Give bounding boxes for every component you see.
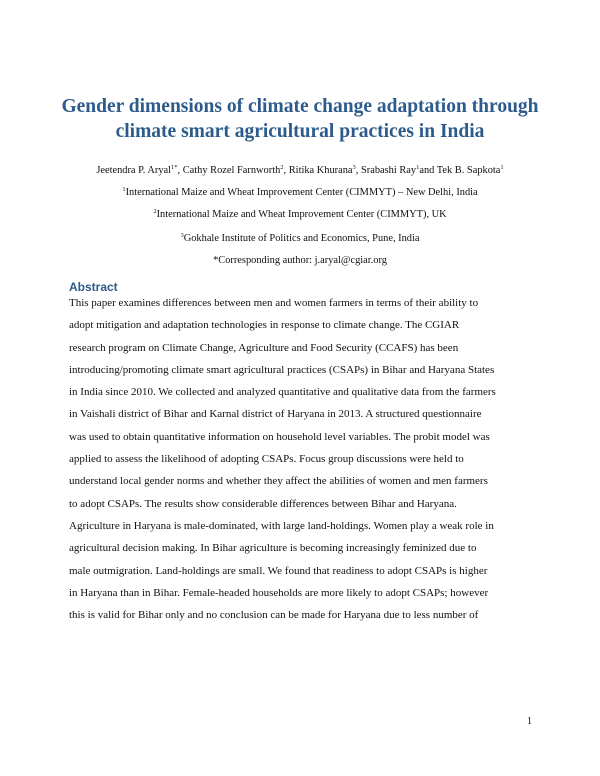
abstract-line: to adopt CSAPs. The results show considerable differences between Bihar and Haryana. — [69, 497, 457, 510]
affiliation-2 — [40, 208, 560, 222]
page-number: 1 — [527, 716, 532, 727]
author-separator: , — [177, 165, 183, 176]
abstract-line: This paper examines differences between men and women farmers in terms of their ability to — [69, 297, 479, 309]
affiliation-1 — [40, 186, 560, 200]
affiliation-3 — [40, 232, 560, 246]
abstract-line: applied to assess the likelihood of adopting CSAPs. Focus group discussions were held to — [69, 453, 464, 466]
affiliation-mark: 1 — [122, 186, 126, 193]
author-affiliation-mark: 1 — [416, 164, 420, 171]
abstract-heading: Abstract — [69, 280, 118, 294]
affiliation-mark: 3 — [180, 232, 184, 239]
author-separator: and — [419, 165, 437, 176]
abstract-text — [69, 292, 535, 626]
author-affiliation-mark: 2 — [280, 164, 284, 171]
author-name: Ritika Khurana — [288, 165, 353, 176]
author-separator: , — [355, 165, 361, 176]
author-name: Srabashi Ray — [360, 165, 417, 176]
affiliation-text: International Maize and Wheat Improvement Center (CIMMYT) – New Delhi, India — [125, 187, 478, 198]
abstract-line: in Vaishali district of Bihar and Karnal district of Haryana in 2013. A structured questionnaire — [69, 408, 482, 421]
abstract-line: this is valid for Bihar only and no conclusion can be made for Haryana due to less number of — [69, 609, 479, 622]
affiliation-text: International Maize and Wheat Improvement Center (CIMMYT), UK — [156, 209, 447, 220]
affiliation-text: Gokhale Institute of Politics and Economics, Pune, India — [183, 233, 420, 244]
abstract-line: male outmigration. Land-holdings are small. We found that readiness to adopt CSAPs is higher — [69, 564, 488, 577]
abstract-line: research program on Climate Change, Agriculture and Food Security (CCAFS) has been — [69, 341, 459, 354]
abstract-line: in Haryana than in Bihar. Female-headed households are more likely to adopt CSAPs; however — [69, 586, 489, 599]
author-name: Cathy Rozel Farnworth — [182, 165, 281, 176]
abstract-line: understand local gender norms and whether they affect the abilities of women and men farmers — [69, 475, 488, 488]
abstract-line: in India since 2010. We collected and analyzed quantitative and qualitative data from the farmers — [69, 386, 496, 399]
abstract-line: agricultural decision making. In Bihar agriculture is becoming increasingly feminized due to — [69, 542, 477, 555]
author-separator: , — [283, 165, 289, 176]
author-affiliation-mark: 1* — [171, 164, 178, 171]
author-affiliation-mark: 1 — [500, 164, 504, 171]
paper-title: Gender dimensions of climate change adaptation through climate smart agricultural practices in India — [61, 96, 539, 142]
abstract-line: adopt mitigation and adaptation technologies in response to climate change. The CGIAR — [69, 319, 460, 332]
abstract-line: Agriculture in Haryana is male-dominated, with large land-holdings. Women play a weak role in — [69, 519, 494, 532]
abstract-line: was used to obtain quantitative information on household level variables. The probit model was — [69, 430, 490, 443]
author-name: Tek B. Sapkota — [436, 165, 501, 176]
affiliation-mark: 2 — [153, 208, 157, 215]
author-list — [40, 164, 560, 178]
author-name: Jeetendra P. Aryal — [96, 165, 172, 176]
author-affiliation-mark: 3 — [352, 164, 356, 171]
corresponding-author: *Corresponding author: j.aryal@cgiar.org — [213, 255, 387, 266]
abstract-line: introducing/promoting climate smart agricultural practices (CSAPs) in Bihar and Haryana States — [69, 363, 495, 376]
